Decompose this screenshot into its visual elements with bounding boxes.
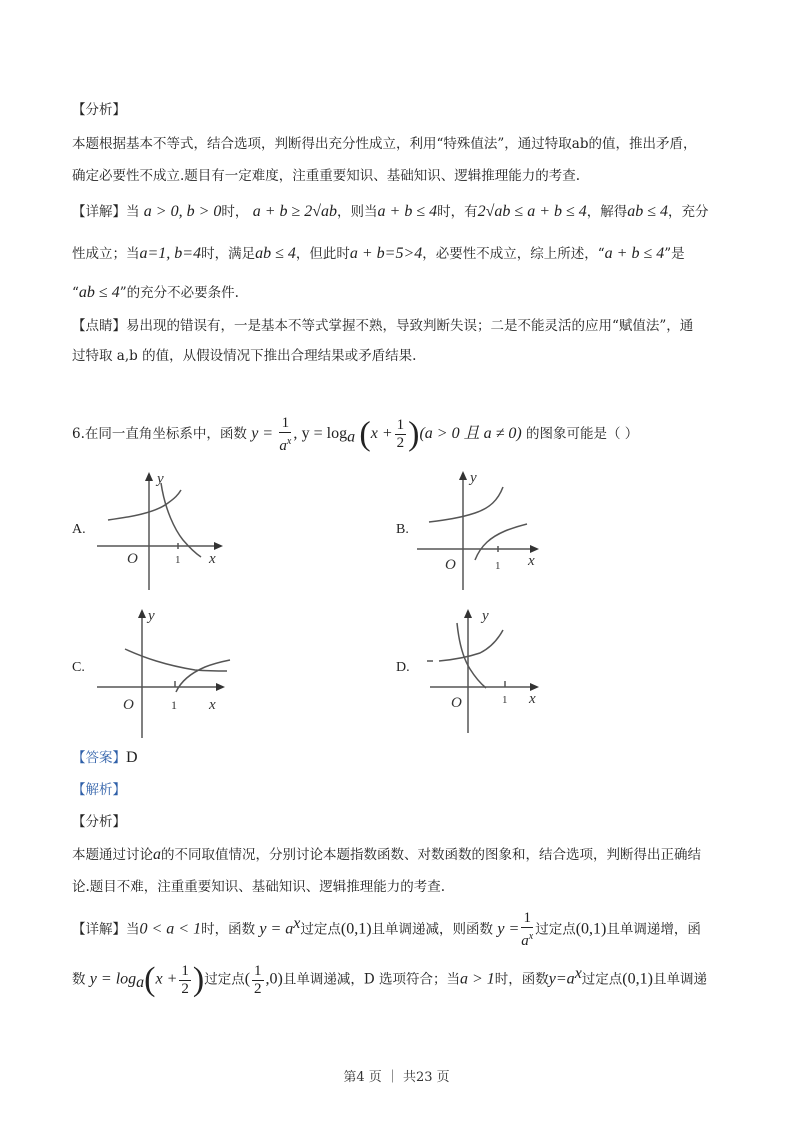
den-base: a — [279, 437, 287, 454]
y-arrow-icon — [464, 609, 472, 618]
analysis-text-line: 论.题目不难，注重重要知识、基础知识、逻辑推理能力的考查. — [72, 879, 446, 895]
tip-heading: 【点睛】 — [72, 318, 126, 334]
paren-close: ) — [408, 415, 420, 453]
inner-x: x + — [370, 425, 393, 442]
frac-den: 2 — [396, 435, 405, 451]
frac-num: 1 — [181, 962, 189, 979]
text: 且单调递减，D 选项符合；当 — [282, 971, 460, 988]
math: y = — [251, 425, 274, 442]
axis-y-label: y — [148, 608, 155, 624]
curve-exp — [427, 630, 503, 661]
analysis-text-line: 确定必要性不成立.题目有一定难度，注重重要知识、基础知识、逻辑推理能力的考查. — [72, 168, 581, 184]
text: ，充分 — [668, 204, 709, 220]
math: 2√ab ≤ a + b ≤ 4 — [477, 203, 587, 220]
page-footer: 第4 页 ｜ 共23 页 — [343, 1070, 450, 1085]
x-arrow-icon — [530, 683, 539, 691]
y-arrow-icon — [459, 471, 467, 480]
axis-y-label: y — [470, 470, 477, 486]
option-a-graph[interactable] — [95, 465, 235, 590]
analysis-text-line — [72, 845, 701, 865]
fraction-half — [179, 963, 191, 998]
axis-y-label: y — [157, 471, 164, 487]
paren-open: ( — [144, 961, 156, 998]
detail-line — [72, 244, 685, 264]
axis-x-label: x — [528, 553, 535, 569]
option-b-label[interactable]: B. — [396, 522, 409, 537]
axis-x-label: x — [209, 551, 216, 567]
paren-close: ) — [192, 961, 205, 998]
condition: (a > 0 且 a ≠ 0) — [419, 425, 522, 442]
tip-line: 过特取 a,b 的值，从假设情况下推出合理结果或矛盾结果. — [72, 348, 417, 364]
math: x + — [155, 970, 178, 988]
axis-y-label: y — [482, 608, 489, 624]
analysis-heading: 【分析】 — [72, 814, 126, 830]
analysis-text-line: 本题根据基本不等式，结合选项，判断得出充分性成立，利用“特殊值法”，通过特取ab的值，推出矛盾， — [72, 136, 697, 152]
math: a=1, b=4 — [139, 245, 202, 262]
math: a > 0, b > 0 — [143, 203, 222, 220]
detail-line — [72, 952, 707, 1005]
comma: , — [293, 425, 298, 442]
x-arrow-icon — [530, 545, 539, 553]
tick-label: 1 — [175, 554, 181, 566]
detail-line — [72, 202, 709, 222]
math-sup: x — [574, 965, 582, 982]
tick-label: 1 — [171, 698, 177, 712]
text: 数 — [72, 971, 86, 988]
text: 时，满足 — [201, 246, 256, 262]
text: ，则当 — [337, 204, 378, 220]
den-sup: x — [528, 931, 534, 942]
math: ab ≤ 4 — [627, 203, 669, 220]
answer-line — [72, 748, 138, 768]
tip-line — [72, 316, 693, 336]
answer-heading: 【答案】 — [72, 750, 126, 766]
option-c-graph[interactable] — [95, 603, 240, 738]
x-arrow-icon — [214, 542, 223, 550]
math: y = log — [89, 970, 137, 988]
option-c-label[interactable]: C. — [72, 660, 85, 675]
fraction-half — [395, 417, 407, 452]
fraction — [279, 415, 291, 455]
log-base: a — [136, 974, 145, 992]
text: 过定点 — [300, 921, 341, 938]
detail-line — [72, 902, 701, 952]
text: ”是 — [664, 246, 685, 262]
question-stem — [72, 412, 638, 460]
math: y = a — [259, 920, 294, 938]
math: a + b ≤ 4 — [377, 203, 438, 220]
frac-den — [521, 928, 533, 950]
tick-label: 1 — [495, 560, 501, 572]
text: 时，函数 — [201, 921, 256, 938]
text: 且单调递减，则函数 — [371, 921, 494, 938]
detail-heading: 【详解】 — [72, 921, 126, 938]
text: 时，函数 — [494, 971, 549, 988]
option-d-graph[interactable] — [425, 603, 555, 733]
frac-num: 1 — [521, 910, 533, 928]
text: 时， — [221, 204, 249, 220]
text: ”的充分不必要条件. — [119, 285, 239, 301]
text: “ — [72, 285, 79, 301]
text: ，必要性不成立，综上所述，“ — [422, 246, 605, 262]
math: ,0) — [265, 970, 283, 988]
detail-heading: 【详解】 — [72, 204, 126, 220]
question-suffix: 的图象可能是（ ） — [526, 426, 639, 442]
text: 当 — [126, 204, 140, 220]
math: 0 < a < 1 — [139, 920, 202, 938]
paren-open: ( — [359, 415, 371, 453]
math: a + b=5>4 — [349, 245, 423, 262]
frac-den: 2 — [254, 980, 262, 997]
text: 过定点 — [581, 971, 623, 988]
y-arrow-icon — [138, 609, 146, 618]
option-b-graph[interactable] — [415, 465, 555, 590]
math: y = — [497, 920, 520, 938]
den-sup: x — [286, 435, 292, 447]
text: ，解得 — [586, 204, 628, 220]
axis-x-label: x — [529, 691, 536, 707]
den-base: a — [521, 933, 529, 949]
text: 时，有 — [437, 204, 478, 220]
axis-x-label: x — [209, 697, 216, 713]
math: a + b ≥ 2√ab — [252, 203, 338, 220]
math: (0,1) — [340, 920, 372, 938]
math: ab ≤ 4 — [255, 245, 296, 262]
log-base: a — [347, 428, 356, 446]
math: ab ≤ 4 — [78, 284, 120, 301]
origin-label: O — [451, 695, 462, 711]
math-sup: x — [293, 915, 301, 932]
log: y = log — [301, 425, 348, 442]
text: 本题通过讨论 — [72, 847, 153, 863]
origin-label: O — [445, 557, 456, 573]
math: a + b ≤ 4 — [604, 245, 665, 262]
text: 的不同取值情况，分别讨论本题指数函数、对数函数的图象和，结合选项，判断得出正确结 — [161, 847, 701, 863]
frac-num: 1 — [279, 415, 291, 433]
frac-num: 1 — [396, 417, 405, 433]
question-prefix: 6.在同一直角坐标系中，函数 — [72, 426, 247, 442]
analysis-heading: 【分析】 — [72, 102, 126, 118]
option-d-label[interactable]: D. — [396, 660, 410, 675]
explain-heading: 【解析】 — [72, 782, 126, 798]
curve-exp — [125, 649, 227, 671]
text: 且单调递增，函 — [606, 921, 701, 938]
option-a-label[interactable]: A. — [72, 522, 86, 537]
frac-den — [279, 433, 291, 455]
math: (0,1) — [622, 970, 653, 988]
text: 过定点 — [204, 971, 245, 988]
curve-exp — [429, 487, 503, 522]
answer-value: D — [126, 749, 138, 766]
curve-log — [475, 524, 527, 560]
frac-num: 1 — [254, 962, 262, 979]
frac-den: 2 — [181, 980, 189, 997]
fraction-point — [252, 963, 264, 998]
text: 当 — [126, 921, 140, 938]
math: (0,1) — [575, 920, 607, 938]
math: a — [153, 846, 161, 863]
text: ，但此时 — [295, 246, 350, 262]
origin-label: O — [123, 697, 134, 713]
tick-label: 1 — [502, 694, 508, 706]
math: y=a — [548, 970, 575, 988]
text: 过定点 — [535, 921, 576, 938]
origin-label: O — [127, 551, 138, 567]
text: 易出现的错误有，一是基本不等式掌握不熟，导致判断失误；二是不能灵活的应用“赋值法”，通 — [126, 318, 694, 334]
math: ( — [244, 970, 251, 988]
text: 且单调递 — [652, 971, 707, 988]
fraction — [521, 910, 533, 950]
math: a > 1 — [459, 970, 495, 988]
y-arrow-icon — [145, 472, 153, 481]
text: 性成立；当 — [72, 246, 140, 262]
x-arrow-icon — [216, 683, 225, 691]
detail-line — [72, 283, 239, 303]
